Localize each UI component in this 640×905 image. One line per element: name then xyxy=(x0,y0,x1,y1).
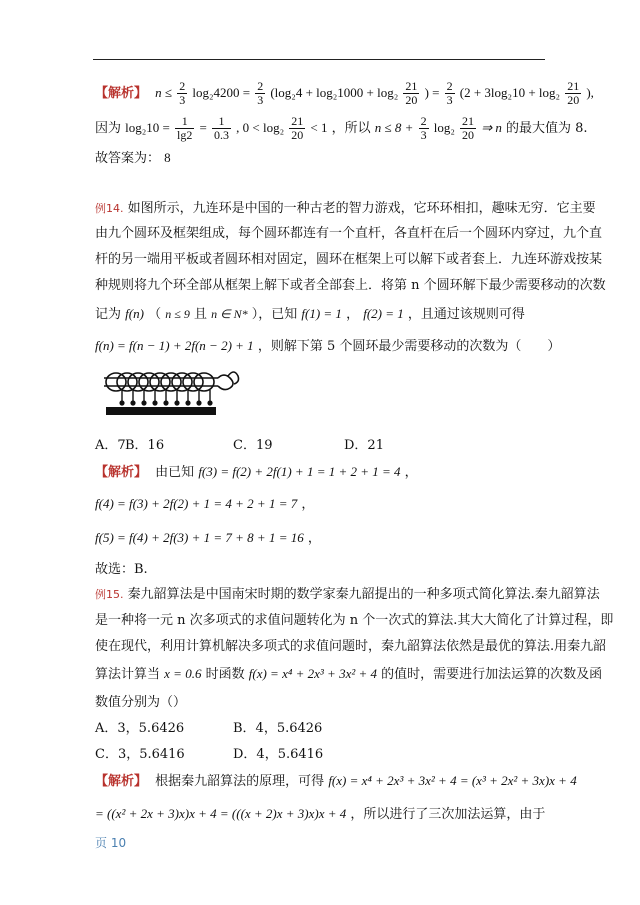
example-label: 例14. xyxy=(95,202,124,215)
fraction: $\frac{2}{3}$ xyxy=(446,79,453,107)
eq-text: f(2) = 1 xyxy=(363,306,404,321)
solution-tag: 【解析】 xyxy=(95,465,148,480)
fraction: $\frac{2}{3}$ xyxy=(420,114,427,142)
eq-text: f(3) = f(2) + 2f(1) + 1 = 1 + 2 + 1 = 4 xyxy=(198,464,401,479)
ex14-choice: 故选：B. xyxy=(95,562,148,577)
text: 由已知 xyxy=(155,465,195,480)
eq-text: f(4) = f(3) + 2f(2) + 1 = 4 + 2 + 1 = 7 xyxy=(95,496,298,511)
ex14-sol-line2 xyxy=(95,494,314,515)
solution-tag: 【解析】 xyxy=(95,774,148,789)
text: ），已知 xyxy=(251,307,298,322)
text: 且 xyxy=(193,307,207,322)
text: ， xyxy=(301,497,315,512)
ex14-line5 xyxy=(95,304,525,325)
sol13-answer xyxy=(95,148,171,169)
text: 算法计算当 xyxy=(95,667,161,682)
eq-text: = ((x² + 2x + 3)x)x + 4 = (((x + 2)x + 3)x)x + 4 xyxy=(95,806,347,821)
example-label: 例15. xyxy=(95,588,124,601)
ex15-sol-line2 xyxy=(95,804,545,825)
eq-text: ) = xyxy=(424,85,440,100)
text: 如图所示，九连环是中国的一种古老的智力游戏，它环环相扣，趣味无穷．它主要 xyxy=(127,201,596,216)
text: ，所以 xyxy=(331,121,371,136)
eq-text: f(x) = x⁴ + 2x³ + 3x² + 4 = (x³ + 2x² + 3x)x + 4 xyxy=(328,773,577,788)
ex15-line1 xyxy=(95,585,600,605)
eq-text: (log₂4 + log₂1000 + log₂ xyxy=(270,85,399,100)
fraction: $\frac{21}{20}$ xyxy=(291,114,304,142)
eq-text: f(n) = f(n − 1) + 2f(n − 2) + 1 xyxy=(95,338,254,353)
eq-text: f(5) = f(4) + 2f(3) + 1 = 7 + 8 + 1 = 16 xyxy=(95,530,304,545)
ex15-line3: 使在现代，利用计算机解决多项式的求值问题时，秦九韶算法依然是最优的算法.用秦九韶 xyxy=(95,639,607,654)
eq-text: (2 + 3log₂10 + log₂ xyxy=(459,85,561,100)
text: 的最大值为 8. xyxy=(505,121,588,136)
eq-text: ⇒ n xyxy=(481,120,502,135)
ex15-line4 xyxy=(95,664,602,685)
ex14-line3: 杆的另一端用平板或者圆环相对固定，圆环在框架上可以解下或者套上．九连环游戏按某 xyxy=(95,252,603,267)
nine-ring-puzzle-figure xyxy=(100,366,242,420)
fraction: $\frac{2}{3}$ xyxy=(179,79,186,107)
solution-tag: 【解析】 xyxy=(95,86,148,101)
eq-text: f(n) xyxy=(125,306,144,321)
text: ， xyxy=(346,307,360,322)
text: 记为 xyxy=(95,307,122,322)
ex14-line6 xyxy=(95,336,560,357)
ex14-line2: 由九个圆环及框架组成，每个圆环都连有一个直杆，各直杆在后一个圆环内穿过，九个直 xyxy=(95,226,603,241)
ex15-sol-line1 xyxy=(95,771,577,792)
eq-text: n ≤ 8 + xyxy=(374,120,414,135)
text: （ xyxy=(148,307,162,322)
eq-text: ), xyxy=(586,85,594,100)
eq-text: log₂10 = xyxy=(125,120,170,135)
eq-text: log₂4200 = xyxy=(192,85,251,100)
ex14-line4: 种规则将九个环全部从框架上解下或者全部套上．将第 n 个圆环解下最少需要移动的次数 xyxy=(95,278,606,293)
eq-text: f(1) = 1 xyxy=(301,306,342,321)
option-a[interactable]: A．3，5.6426 xyxy=(95,721,185,736)
text: 因为 xyxy=(95,121,122,136)
eq-text: = xyxy=(199,120,207,135)
eq-text: f(x) = x⁴ + 2x³ + 3x² + 4 xyxy=(248,666,378,681)
option-c[interactable]: C．19 xyxy=(233,438,273,453)
option-b[interactable]: B．16 xyxy=(125,438,165,453)
fraction: $\frac{21}{20}$ xyxy=(462,114,475,142)
sol13-line1 xyxy=(95,80,594,107)
ex14-line1 xyxy=(95,199,596,219)
text: ， xyxy=(307,531,321,546)
sol13-line2 xyxy=(95,115,588,142)
option-d[interactable]: D．4，5.6416 xyxy=(233,747,324,762)
eq-text: < 1 xyxy=(310,120,328,135)
option-d[interactable]: D．21 xyxy=(344,438,384,453)
answer-label: 故答案为： xyxy=(95,151,161,166)
ex15-line5: 数值分别为（） xyxy=(95,695,187,710)
eq-text: n ≤ xyxy=(155,85,173,100)
eq-text: n ∈ N* xyxy=(211,307,248,321)
ex14-sol-line1 xyxy=(95,462,418,483)
fraction: $\frac{2}{3}$ xyxy=(257,79,264,107)
fraction: $\frac{1}{0.3}$ xyxy=(214,114,229,142)
eq-text: n ≤ 9 xyxy=(165,307,190,321)
fraction: $\frac{21}{20}$ xyxy=(567,79,580,107)
text: 时函数 xyxy=(205,667,245,682)
text: ，所以进行了三次加法运算，由于 xyxy=(350,807,546,822)
fraction: $\frac{1}{\lg 2}$ xyxy=(177,114,193,142)
option-b[interactable]: B．4，5.6426 xyxy=(233,721,323,736)
eq-text: log₂ xyxy=(433,120,455,135)
eq-text: x = 0.6 xyxy=(164,666,202,681)
page-number: 页 10 xyxy=(95,836,127,850)
eq-text: , 0 < log₂ xyxy=(236,120,285,135)
option-a[interactable]: A．7 xyxy=(95,438,126,453)
text: 根据秦九韶算法的原理，可得 xyxy=(155,774,325,789)
option-c[interactable]: C．3，5.6416 xyxy=(95,747,185,762)
ex14-sol-line3 xyxy=(95,528,321,549)
text: ，且通过该规则可得 xyxy=(407,307,525,322)
ex15-line2: 是一种将一元 n 次多项式的求值问题转化为 n 个一次式的算法.其大大简化了计算过程，即 xyxy=(95,613,614,628)
text: 秦九韶算法是中国南宋时期的数学家秦九韶提出的一种多项式简化算法.秦九韶算法 xyxy=(127,587,600,602)
fraction: $\frac{21}{20}$ xyxy=(405,79,418,107)
header-rule xyxy=(93,59,545,60)
text: ，则解下第 5 个圆环最少需要移动的次数为（ ） xyxy=(257,339,561,354)
text: ， xyxy=(404,465,418,480)
text: 的值时，需要进行加法运算的次数及函 xyxy=(381,667,603,682)
answer-value: 8 xyxy=(164,150,171,165)
